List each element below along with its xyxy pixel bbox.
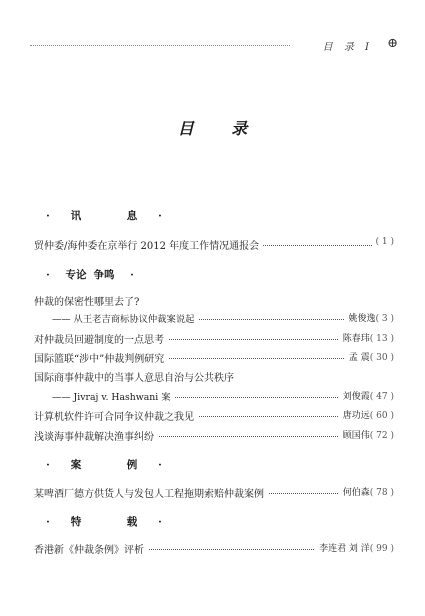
- entry-page: ( 72 ): [369, 431, 394, 441]
- entry-page: ( 13 ): [369, 334, 394, 344]
- running-header: [30, 38, 398, 52]
- toc-entry[interactable]: 浅谈海事仲裁解决渔事纠纷 顾国伟( 72 ): [34, 428, 394, 442]
- entry-author: 刘俊霞: [342, 392, 370, 402]
- entry-author: 唐功远: [342, 411, 370, 421]
- entry-page: ( 3 ): [375, 314, 394, 324]
- entry-page: ( 78 ): [369, 488, 394, 498]
- toc-entry-subtitle[interactable]: —— 从王老吉商标协议仲裁案说起 姚俊逸( 3 ): [52, 311, 394, 325]
- section-heading-cases: · 案 例 ·: [46, 459, 162, 471]
- entry-author: 陈春玮: [342, 334, 370, 344]
- entry-author: 李连君 刘 洋: [319, 544, 370, 554]
- section-heading-news: · 讯 息 ·: [46, 210, 162, 222]
- section-heading-discussion: · 专论 争鸣 ·: [46, 269, 134, 281]
- entry-page: ( 30 ): [369, 353, 394, 363]
- crosshair-circle-icon: ⊕: [387, 36, 398, 51]
- entry-author: 孟 震: [348, 353, 370, 363]
- toc-entry-subtitle[interactable]: —— Jivraj v. Hashwani 案 刘俊霞( 47 ): [52, 389, 394, 403]
- entry-author: 何伯森: [342, 488, 370, 498]
- entry-author: 姚俊逸: [348, 314, 376, 324]
- entry-author: 顾国伟: [342, 431, 370, 441]
- toc-entry[interactable]: 对仲裁员回避制度的一点思考 陈春玮( 13 ): [34, 331, 394, 345]
- entry-page: ( 99 ): [369, 544, 394, 554]
- entry-page: ( 47 ): [369, 392, 394, 402]
- toc-entry[interactable]: 国际篮联“涉中”仲裁判例研究 孟 震( 30 ): [34, 350, 394, 364]
- page-marker: I: [365, 42, 373, 53]
- section-heading-special: · 特 载 ·: [46, 516, 162, 528]
- header-dotted-rule: [30, 45, 290, 46]
- header-label: 目 录 I: [322, 42, 373, 53]
- toc-entry[interactable]: 香港新《仲裁条例》评析 李连君 刘 洋( 99 ): [34, 541, 394, 555]
- toc-entry[interactable]: 某啤酒厂德方供货人与发包人工程拖期索赔仲裁案例 何伯森( 78 ): [34, 485, 394, 499]
- entry-page: ( 1 ): [375, 237, 394, 247]
- toc-entry[interactable]: 国际商事仲裁中的当事人意思自治与公共秩序: [34, 373, 234, 384]
- toc-entry[interactable]: 仲裁的保密性哪里去了?: [34, 297, 140, 308]
- toc-entry[interactable]: 计算机软件许可合同争议仲裁之我见 唐功远( 60 ): [34, 408, 394, 422]
- page-title: 目 录: [177, 119, 264, 138]
- toc-entry[interactable]: 贸仲委/海仲委在京举行 2012 年度工作情况通报会 ( 1 ): [34, 237, 394, 252]
- entry-page: ( 60 ): [369, 411, 394, 421]
